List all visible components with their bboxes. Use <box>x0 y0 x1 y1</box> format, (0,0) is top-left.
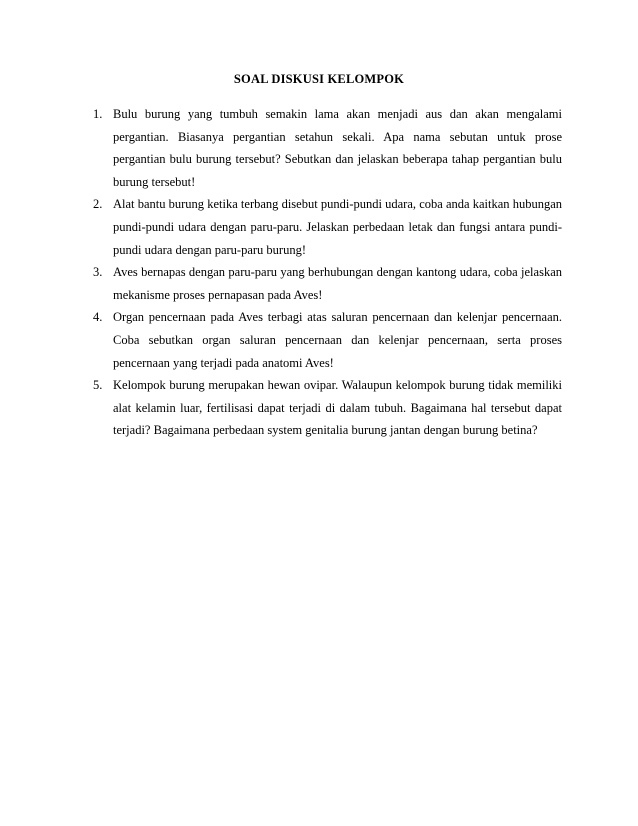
question-number: 4. <box>93 310 103 325</box>
question-item <box>93 374 562 442</box>
question-item <box>93 306 562 374</box>
question-number: 2. <box>93 197 103 212</box>
question-text: Bulu burung yang tumbuh semakin lama akan menjadi aus dan akan mengalami pergantian. Biasanya pergantian setahun sekali. Apa nama sebutan untuk prose pergantian bulu burung tersebut? Sebutkan dan jelaskan beberapa tahap pergantian bulu burung tersebut! <box>113 107 562 189</box>
question-number: 1. <box>93 107 103 121</box>
question-item <box>93 103 562 193</box>
question-item <box>93 193 562 261</box>
question-number: 3. <box>93 265 103 280</box>
question-list <box>93 103 562 442</box>
question-text: Alat bantu burung ketika terbang disebut pundi-pundi udara, coba anda kaitkan hubungan pundi-pundi udara dengan paru-paru. Jelaskan perbedaan letak dan fungsi antara pundi-pundi udara dengan paru-paru burung! <box>113 197 562 257</box>
document-title: SOAL DISKUSI KELOMPOK <box>233 72 405 86</box>
question-text: Organ pencernaan pada Aves terbagi atas saluran pencernaan dan kelenjar pencernaan. Coba sebutkan organ saluran pencernaan dan kelenjar pencernaan, serta proses pencernaan yang terjadi pada anatomi Aves! <box>113 310 562 370</box>
question-number: 5. <box>93 378 103 393</box>
question-item <box>93 261 562 306</box>
question-text: Aves bernapas dengan paru-paru yang berhubungan dengan kantong udara, coba jelaskan mekanisme proses pernapasan pada Aves! <box>113 265 562 302</box>
question-text: Kelompok burung merupakan hewan ovipar. Walaupun kelompok burung tidak memiliki alat kelamin luar, fertilisasi dapat terjadi di dalam tubuh. Bagaimana hal tersebut dapat terjadi? Bagaimana perbedaan system genitalia burung jantan dengan burung betina? <box>113 378 562 438</box>
